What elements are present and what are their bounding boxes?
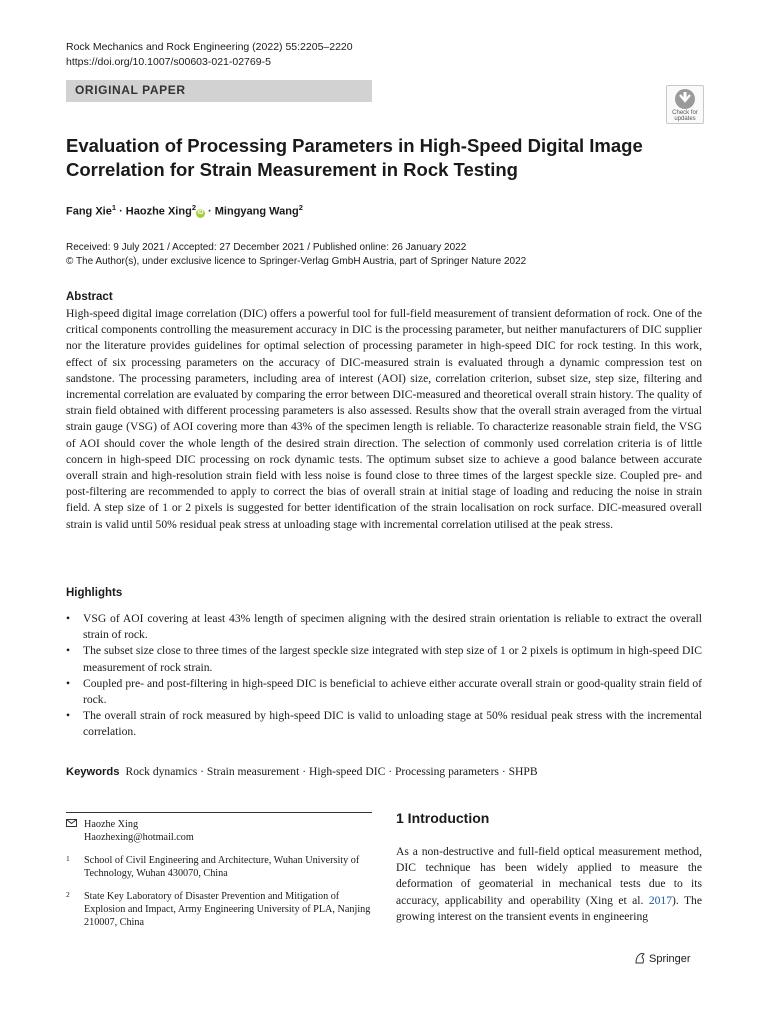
highlights-heading: Highlights bbox=[66, 587, 123, 599]
keywords-text: Rock dynamics · Strain measurement · High-speed DIC · Processing parameters · SHPB bbox=[125, 765, 538, 778]
keywords-line bbox=[66, 765, 538, 778]
affiliation-number: 1 bbox=[66, 854, 70, 863]
author-list bbox=[66, 203, 303, 218]
affiliation-text: School of Civil Engineering and Architecture, Wuhan University of Technology, Wuhan 430070, China bbox=[84, 855, 360, 879]
author-affiliation-mark: 2 bbox=[298, 203, 303, 212]
footnote-divider bbox=[66, 812, 372, 813]
abstract-body: High-speed digital image correlation (DIC) offers a powerful tool for full-field measurement of transient deformation of rock. One of the critical components controlling the measurement accuracy in DIC is the processing parameter, but neither manufacturers of DIC supplier nor the literature provides guidelines for optimal selection of processing parameter in high-speed DIC for rock testing. In this work, effect of six processing parameters on the accuracy of DIC-measured strain is evaluated through a dynamic compression test on sandstone. The processing parameters, including area of interest (AOI) size, correlation criterion, subset size, step size, filtering and incremental correlation are evaluated by comparing the error between DIC-measured and theoretical overall strain history. The quality of strain field obtained with different processing parameters is also assessed. Results show that the overall strain averaged from the virtual strain gauge (VSG) of AOI covering more than 43% of the specimen length is reliable. To characterize reasonable strain field, the VSG of AOI should cover the whole length of the desired strain direction. The selection of commonly used correlation criteria is of little concern in high-speed DIC processing on rock dynamic tests. The optimum subset size to achieve a good balance between accurate overall strain and high-resolution strain field with less noise is found close to three times of the largest speckle size. Coupled pre- and post-filtering are recommended to apply to correct the bias of overall strain at initial stage of loading and reducing the noise in strain field. A step size of 1 or 2 pixels is suggested for better identification of the strain localisation on rock surface. DIC-measured overall strain is valid until 50% residual peak stress at unloading stage with incremental correlation utilised at the peak stress. bbox=[66, 307, 702, 531]
corresponding-author-email[interactable]: Haozhexing@hotmail.com bbox=[84, 832, 194, 843]
intro-text-end: ). The growing interest on the transient events in engineering bbox=[396, 893, 702, 923]
publisher-footer bbox=[634, 952, 691, 965]
highlight-item: • The overall strain of rock measured by high-speed DIC is valid to unloading stage at 50% residual peak stress with the incremental correlation. bbox=[66, 708, 702, 740]
intro-text-start: As a non-destructive and full-field optical measurement method, DIC technique has been widely applied to measure the deformation of geomaterial in mechanical tests due to its accuracy, applicability and operability (Xing et al. bbox=[396, 845, 702, 907]
publisher-name: Springer bbox=[649, 953, 691, 965]
introduction-body bbox=[396, 844, 702, 925]
paper-title: Evaluation of Processing Parameters in High-Speed Digital Image Correlation for Strain Measurement in Rock Testing bbox=[66, 135, 643, 180]
publication-dates bbox=[66, 241, 526, 269]
journal-header bbox=[66, 40, 353, 70]
corresponding-author-name: Haozhe Xing bbox=[84, 819, 139, 830]
article-type-label: ORIGINAL PAPER bbox=[75, 83, 186, 97]
envelope-icon bbox=[66, 818, 77, 831]
highlights-list bbox=[66, 611, 702, 741]
footnotes bbox=[66, 818, 372, 939]
affiliation-number: 2 bbox=[66, 890, 70, 899]
affiliation-note bbox=[66, 854, 372, 880]
section-heading-introduction: 1 Introduction bbox=[396, 810, 490, 826]
article-type-banner bbox=[66, 80, 372, 102]
author-name[interactable]: Haozhe Xing bbox=[125, 205, 192, 218]
correspondence-note bbox=[66, 818, 372, 844]
springer-horse-icon bbox=[634, 952, 646, 964]
journal-citation: Rock Mechanics and Rock Engineering (2022) 55:2205–2220 bbox=[66, 41, 353, 53]
abstract-heading: Abstract bbox=[66, 291, 113, 303]
highlight-item: • The subset size close to three times of the largest speckle size integrated with step size of 1 or 2 pixels is optimum in high-speed DIC measurement of rock strain. bbox=[66, 643, 702, 675]
affiliation-note bbox=[66, 890, 372, 929]
author-name[interactable]: Mingyang Wang bbox=[214, 205, 299, 218]
doi-link[interactable]: https://doi.org/10.1007/s00603-021-02769-5 bbox=[66, 56, 271, 68]
highlight-item: • VSG of AOI covering at least 43% length of specimen aligning with the desired strain orientation is reliable to extract the overall strain of rock. bbox=[66, 611, 702, 643]
highlight-item: • Coupled pre- and post-filtering in high-speed DIC is beneficial to achieve either accurate overall strain or good-quality strain field of rock. bbox=[66, 676, 702, 708]
author-separator: · bbox=[116, 205, 126, 218]
copyright-notice: © The Author(s), under exclusive licence to Springer-Verlag GmbH Austria, part of Springer Nature 2022 bbox=[66, 256, 527, 267]
orcid-icon[interactable]: iD bbox=[197, 209, 204, 216]
author-affiliation-mark: 2 bbox=[191, 203, 196, 212]
author-name[interactable]: Fang Xie bbox=[66, 205, 112, 218]
affiliation-text: State Key Laboratory of Disaster Prevention and Mitigation of Explosion and Impact, Army Engineering University of PLA, Nanjing 210007, China bbox=[84, 891, 371, 928]
citation-link[interactable]: 2017 bbox=[648, 893, 672, 907]
check-for-updates-badge[interactable] bbox=[666, 85, 704, 124]
author-affiliation-mark: 1 bbox=[111, 203, 117, 212]
author-separator: · bbox=[204, 205, 215, 218]
keywords-label: Keywords bbox=[66, 766, 120, 778]
check-updates-line2: updates bbox=[674, 116, 696, 122]
check-updates-icon bbox=[674, 88, 696, 110]
check-updates-line1: Check for bbox=[672, 110, 698, 116]
received-accepted-published: Received: 9 July 2021 / Accepted: 27 December 2021 / Published online: 26 January 2022 bbox=[66, 242, 467, 253]
